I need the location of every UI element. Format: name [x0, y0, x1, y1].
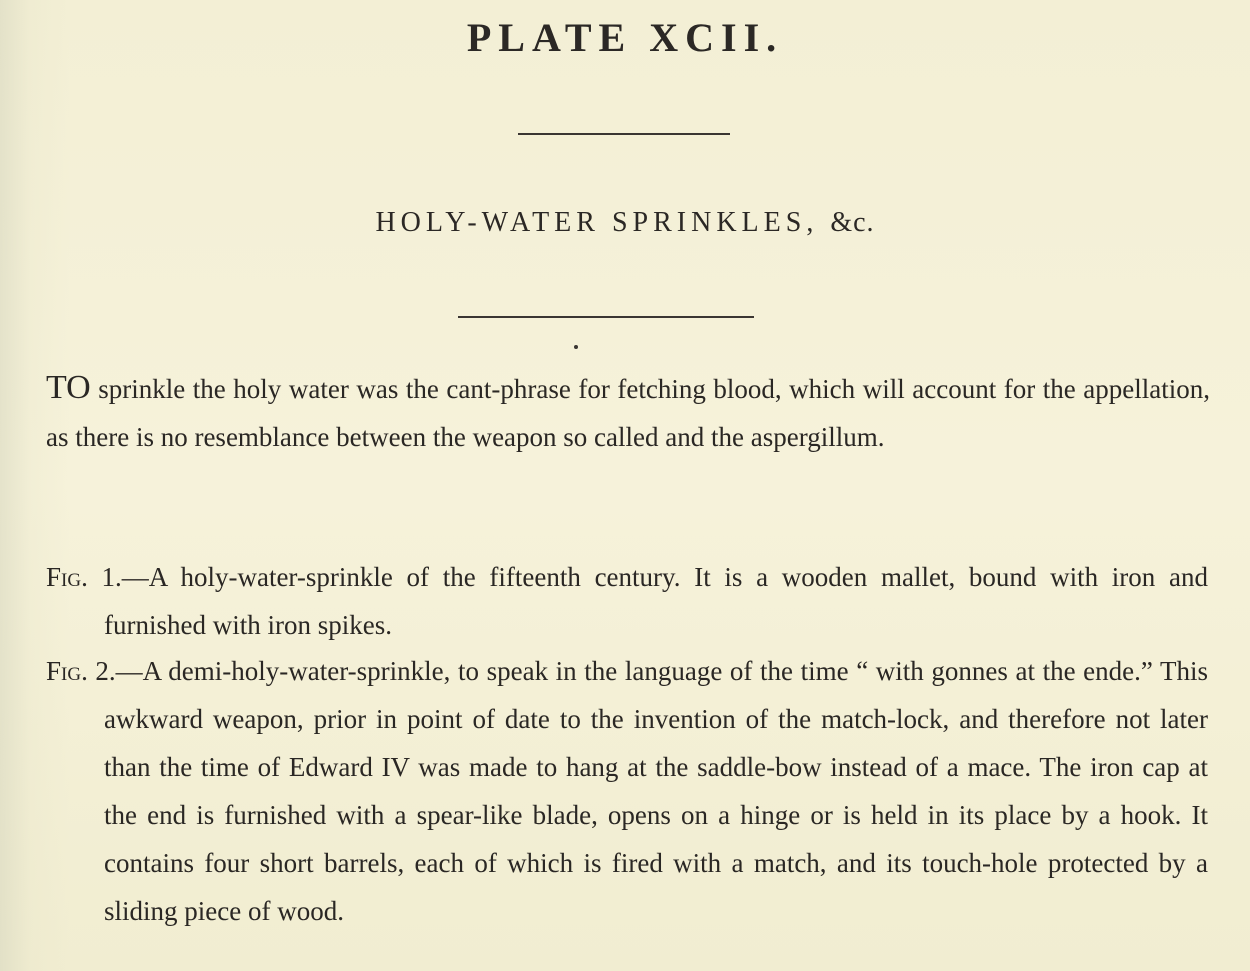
title-divider: [518, 133, 730, 135]
figure-entry-1: [46, 553, 1208, 649]
intro-text: sprinkle the holy water was the cant-phrase for fetching blood, which will account for the appellation, as there is no resemblance between the weapon so called and the aspergillum.: [46, 374, 1210, 452]
ink-speck: [574, 345, 578, 349]
section-title: [0, 207, 1250, 239]
intro-paragraph: [46, 364, 1210, 461]
section-title-text: HOLY-WATER SPRINKLES,: [375, 207, 819, 238]
intro-dropcap: TO: [46, 369, 91, 406]
section-divider: [458, 316, 754, 318]
figure-entry-2: [46, 647, 1208, 935]
figure-label: Fig. 2.: [46, 656, 116, 686]
figure-description: —A holy-water-sprinkle of the fifteenth century. It is a wooden mallet, bound with iron and furnished with iron spikes.: [104, 562, 1208, 640]
section-title-suffix: &c.: [830, 207, 875, 238]
figure-description: —A demi-holy-water-sprinkle, to speak in the language of the time “ with gonnes at the ende.” This awkward weapon, prior in point of date to the invention of the match-lock, and therefore not later than the time of Edward IV was made to hang at the saddle-bow instead of a mace. The iron cap at the end is furnished with a spear-like blade, opens on a hinge or is held in its place by a hook. It contains four short barrels, each of which is fired with a match, and its touch-hole protected by a sliding piece of wood.: [104, 656, 1208, 926]
plate-title: PLATE XCII.: [466, 15, 784, 60]
figure-label: Fig. 1.: [46, 562, 122, 592]
